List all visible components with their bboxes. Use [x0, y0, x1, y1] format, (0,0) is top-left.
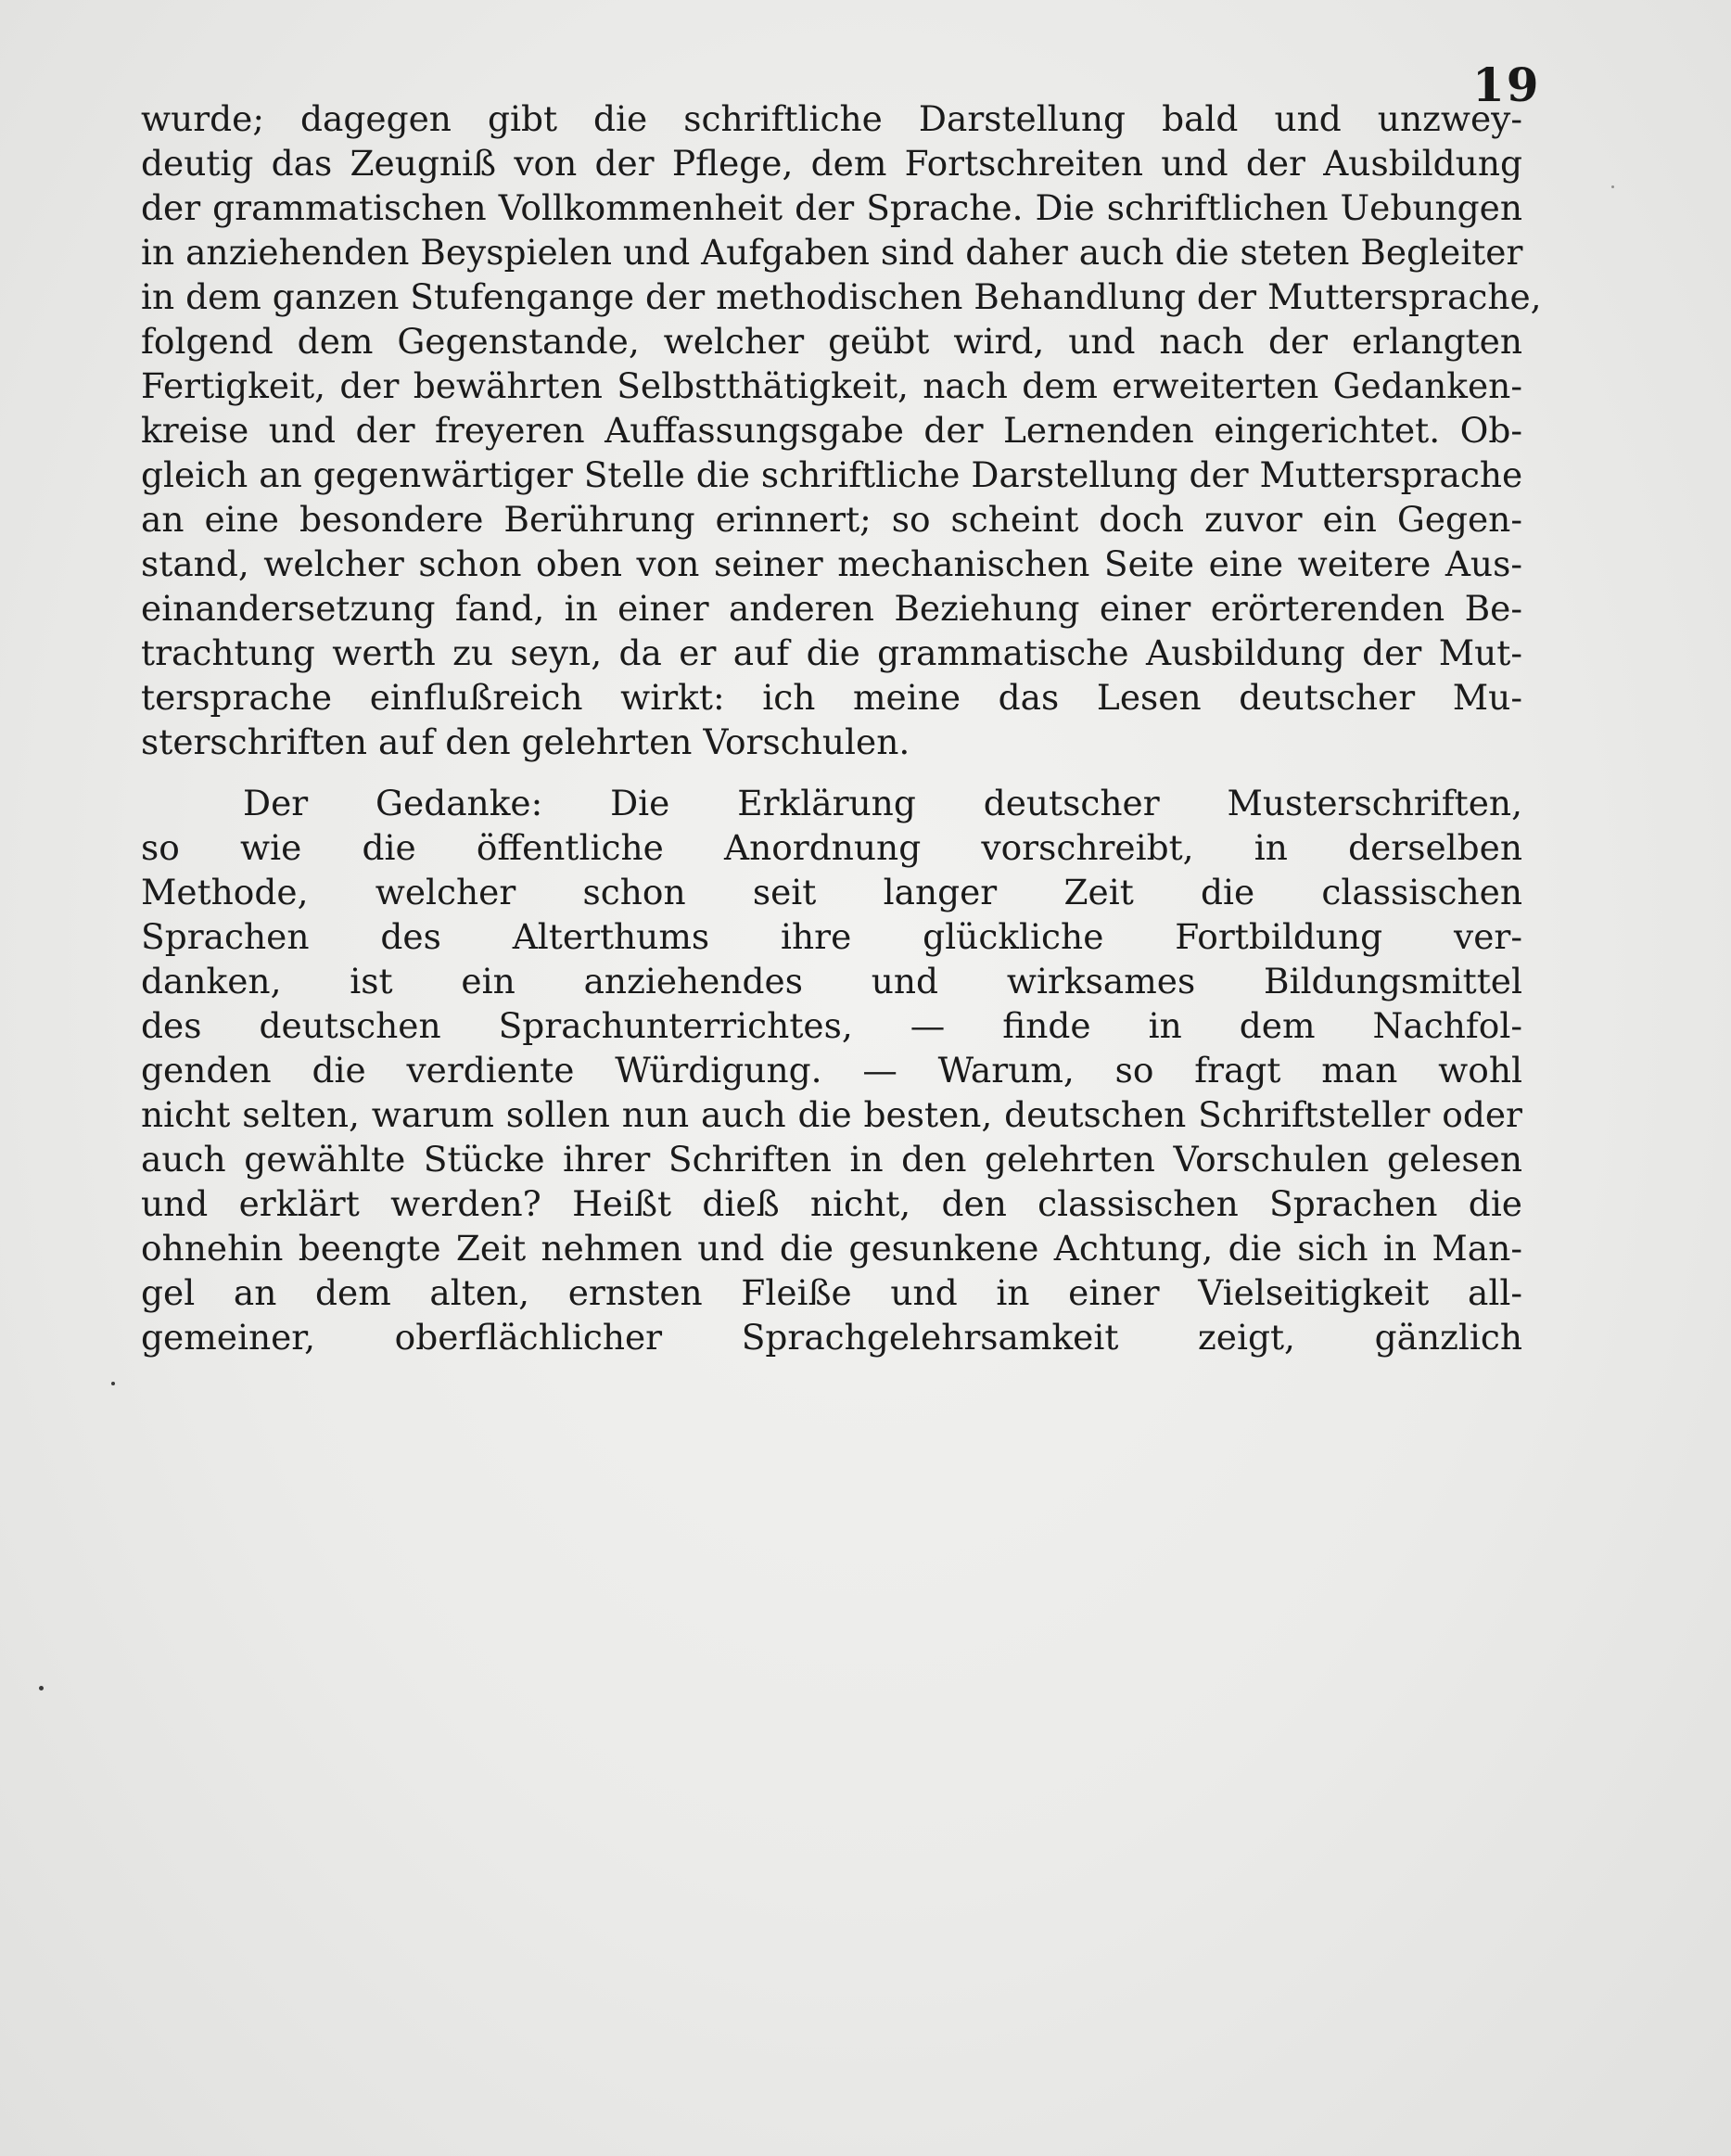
- text-line: wurde; dagegen gibt die schriftliche Darstellung bald und unzwey-: [141, 98, 1522, 139]
- text-line: tersprache einflußreich wirkt: ich meine das Lesen deutscher Mu-: [141, 677, 1522, 718]
- page-number: 19: [1472, 57, 1541, 112]
- text-line: Sprachen des Alterthums ihre glückliche Fortbildung ver-: [141, 916, 1522, 957]
- text-line: gleich an gegenwärtiger Stelle die schriftliche Darstellung der Muttersprache: [141, 454, 1523, 495]
- text-line: in anziehenden Beyspielen und Aufgaben sind daher auch die steten Begleiter: [141, 232, 1523, 273]
- text-line: danken, ist ein anziehendes und wirksames Bildungsmittel: [141, 961, 1522, 1001]
- ink-speck: [111, 1382, 115, 1385]
- text-line: Der Gedanke: Die Erklärung deutscher Musterschriften,: [243, 783, 1522, 823]
- text-line: und erklärt werden? Heißt dieß nicht, den classischen Sprachen die: [141, 1183, 1522, 1224]
- text-line: in dem ganzen Stufengange der methodischen Behandlung der Muttersprache,: [141, 276, 1542, 317]
- text-line: stand, welcher schon oben von seiner mechanischen Seite eine weitere Aus-: [141, 543, 1522, 584]
- text-line: ohnehin beengte Zeit nehmen und die gesunkene Achtung, die sich in Man-: [141, 1228, 1522, 1269]
- text-line: deutig das Zeugniß von der Pflege, dem Fortschreiten und der Ausbildung: [141, 143, 1522, 184]
- text-line: Methode, welcher schon seit langer Zeit die classischen: [141, 872, 1522, 912]
- text-line: nicht selten, warum sollen nun auch die besten, deutschen Schriftsteller oder: [141, 1094, 1522, 1135]
- text-line: der grammatischen Vollkommenheit der Sprache. Die schriftlichen Uebungen: [141, 187, 1522, 228]
- ink-speck: [1611, 185, 1614, 188]
- text-line: Fertigkeit, der bewährten Selbstthätigkeit, nach dem erweiterten Gedanken-: [141, 365, 1522, 406]
- text-line: gel an dem alten, ernsten Fleiße und in einer Vielseitigkeit all-: [141, 1272, 1522, 1313]
- text-line: sterschriften auf den gelehrten Vorschulen.: [141, 721, 910, 762]
- ink-speck: [39, 1686, 44, 1690]
- text-line: auch gewählte Stücke ihrer Schriften in den gelehrten Vorschulen gelesen: [141, 1139, 1522, 1180]
- text-line: so wie die öffentliche Anordnung vorschreibt, in derselben: [141, 827, 1522, 868]
- text-line: trachtung werth zu seyn, da er auf die grammatische Ausbildung der Mut-: [141, 632, 1522, 673]
- text-line: folgend dem Gegenstande, welcher geübt wird, und nach der erlangten: [141, 321, 1522, 362]
- text-line: an eine besondere Berührung erinnert; so scheint doch zuvor ein Gegen-: [141, 499, 1522, 540]
- text-line: des deutschen Sprachunterrichtes, — finde in dem Nachfol-: [141, 1005, 1522, 1046]
- text-line: kreise und der freyeren Auffassungsgabe der Lernenden eingerichtet. Ob-: [141, 410, 1522, 451]
- text-line: einandersetzung fand, in einer anderen Beziehung einer erörterenden Be-: [141, 588, 1522, 629]
- text-line: gemeiner, oberflächlicher Sprachgelehrsamkeit zeigt, gänzlich: [141, 1317, 1522, 1358]
- text-line: genden die verdiente Würdigung. — Warum, so fragt man wohl: [141, 1050, 1522, 1091]
